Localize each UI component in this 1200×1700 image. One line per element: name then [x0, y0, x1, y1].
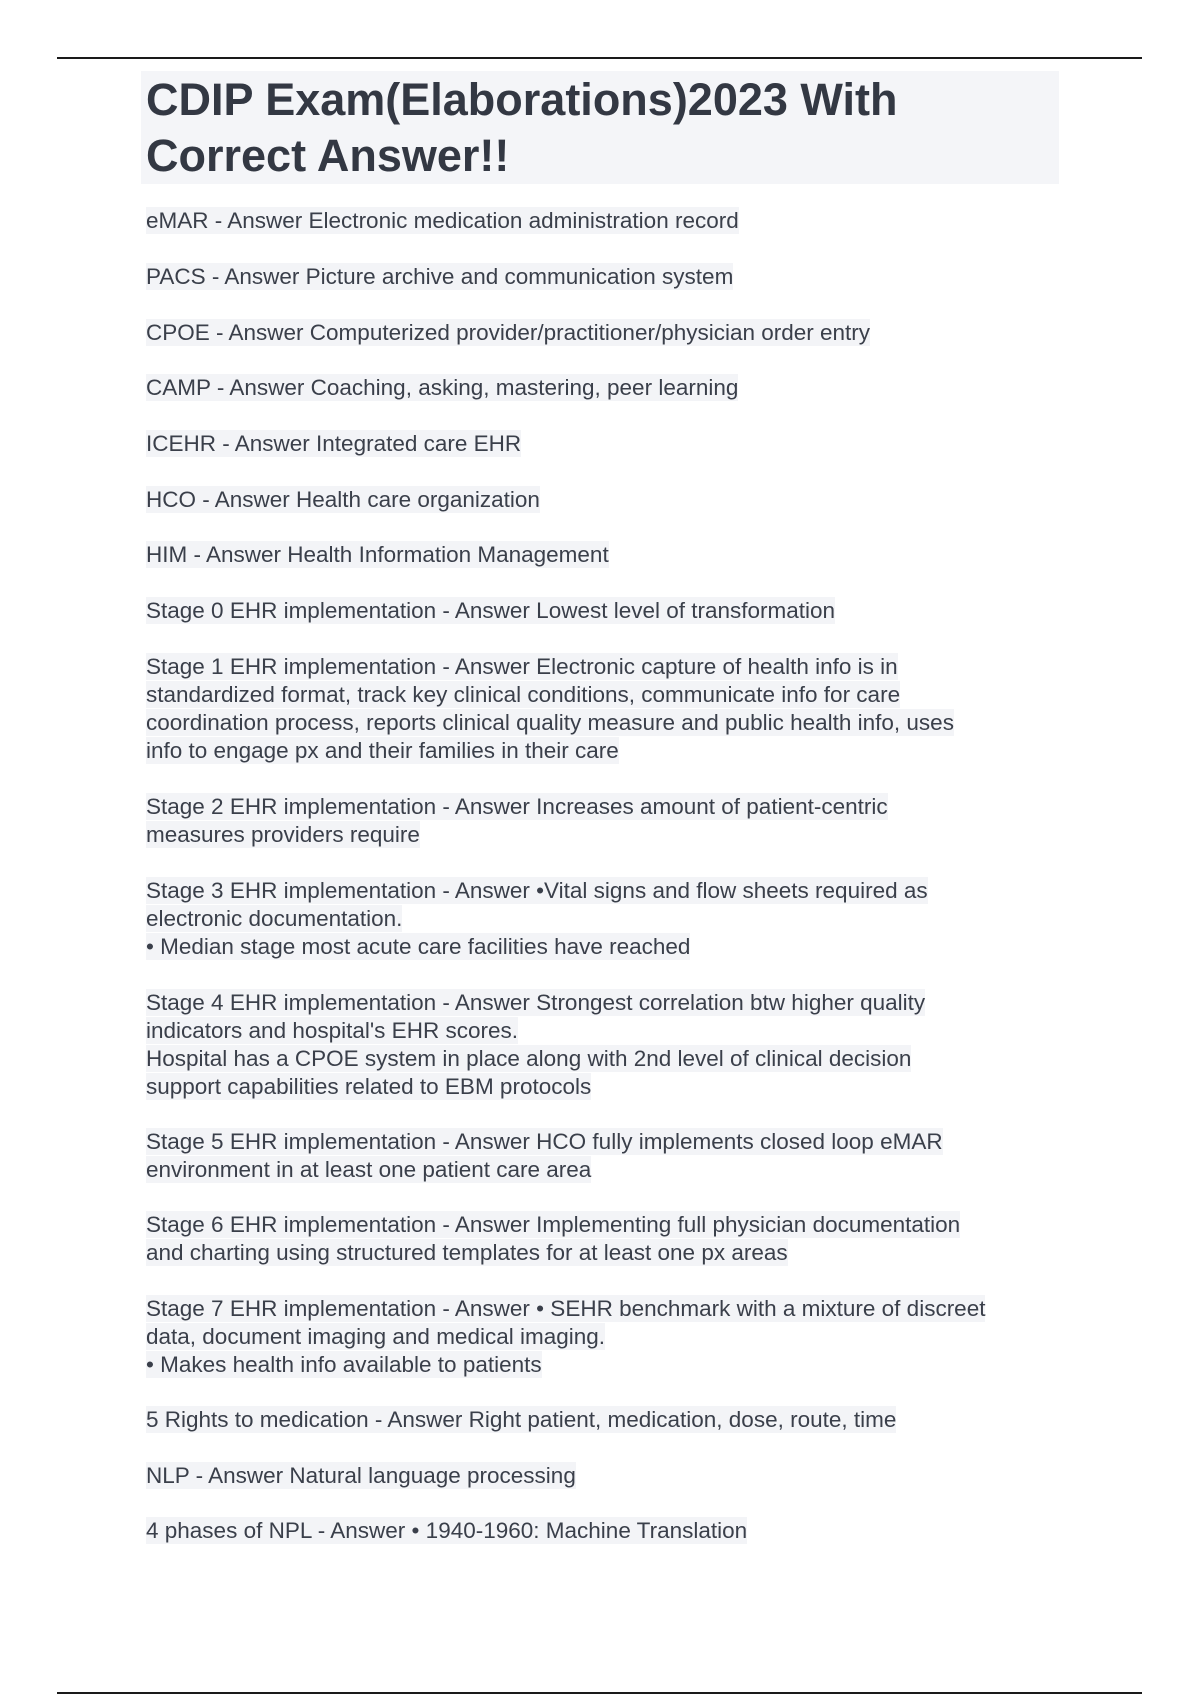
top-rule — [57, 57, 1142, 59]
entry-text: 4 phases of NPL - Answer • 1940-1960: Machine Translation — [146, 1518, 748, 1543]
entry-stage-6 — [146, 1211, 1066, 1267]
entry-text: ICEHR - Answer Integrated care EHR — [146, 431, 522, 456]
entry-text: Stage 3 EHR implementation - Answer •Vital signs and flow sheets required as electronic documentation. • Median stage most acute care facilities have reached — [146, 878, 928, 959]
entry-stage-4 — [146, 989, 1066, 1101]
entry-list — [146, 207, 1066, 1545]
entry-text: eMAR - Answer Electronic medication administration record — [146, 208, 739, 233]
entry-text: NLP - Answer Natural language processing — [146, 1463, 576, 1488]
bottom-rule — [57, 1692, 1142, 1694]
entry-text: Stage 7 EHR implementation - Answer • SEHR benchmark with a mixture of discreet data, document imaging and medical imaging. • Makes health info available to patients — [146, 1296, 986, 1377]
entry-stage-1 — [146, 653, 1066, 765]
entry-stage-7 — [146, 1295, 1066, 1379]
entry-stage-3 — [146, 877, 1066, 961]
entry-text: PACS - Answer Picture archive and communication system — [146, 264, 734, 289]
entry-text: Stage 2 EHR implementation - Answer Increases amount of patient-centric measures providers require — [146, 794, 888, 847]
entry-hco — [146, 486, 1066, 514]
entry-text: 5 Rights to medication - Answer Right patient, medication, dose, route, time — [146, 1407, 897, 1432]
entry-5-rights — [146, 1406, 1066, 1434]
entry-text: Stage 0 EHR implementation - Answer Lowest level of transformation — [146, 598, 836, 623]
entry-text: Stage 6 EHR implementation - Answer Implementing full physician documentation and charting using structured templates for at least one px areas — [146, 1212, 961, 1265]
entry-text: Stage 4 EHR implementation - Answer Strongest correlation btw higher quality indicators and hospital's EHR scores. Hospital has a CPOE system in place along with 2nd level of clinical decision support capabilities related to EBM protocols — [146, 990, 926, 1099]
entry-4-phases — [146, 1517, 1066, 1545]
entry-him — [146, 541, 1066, 569]
entry-stage-2 — [146, 793, 1066, 849]
entry-cpoe — [146, 319, 1066, 347]
entry-text: HIM - Answer Health Information Management — [146, 542, 609, 567]
document-title: CDIP Exam(Elaborations)2023 With Correct Answer!! — [146, 74, 898, 181]
entry-stage-0 — [146, 597, 1066, 625]
entry-text: CAMP - Answer Coaching, asking, mastering, peer learning — [146, 375, 739, 400]
entry-text: Stage 5 EHR implementation - Answer HCO fully implements closed loop eMAR environment in at least one patient care area — [146, 1129, 943, 1182]
entry-camp — [146, 374, 1066, 402]
entry-text: CPOE - Answer Computerized provider/practitioner/physician order entry — [146, 320, 871, 345]
entry-text: HCO - Answer Health care organization — [146, 487, 540, 512]
entry-stage-5 — [146, 1128, 1066, 1184]
entry-text: Stage 1 EHR implementation - Answer Electronic capture of health info is in standardized format, track key clinical conditions, communicate info for care coordination process, reports clinical quality measure and public health info, uses info to engage px and their families in their care — [146, 654, 954, 763]
entry-icehr — [146, 430, 1066, 458]
entry-nlp — [146, 1462, 1066, 1490]
entry-pacs — [146, 263, 1066, 291]
entry-emar — [146, 207, 1066, 235]
